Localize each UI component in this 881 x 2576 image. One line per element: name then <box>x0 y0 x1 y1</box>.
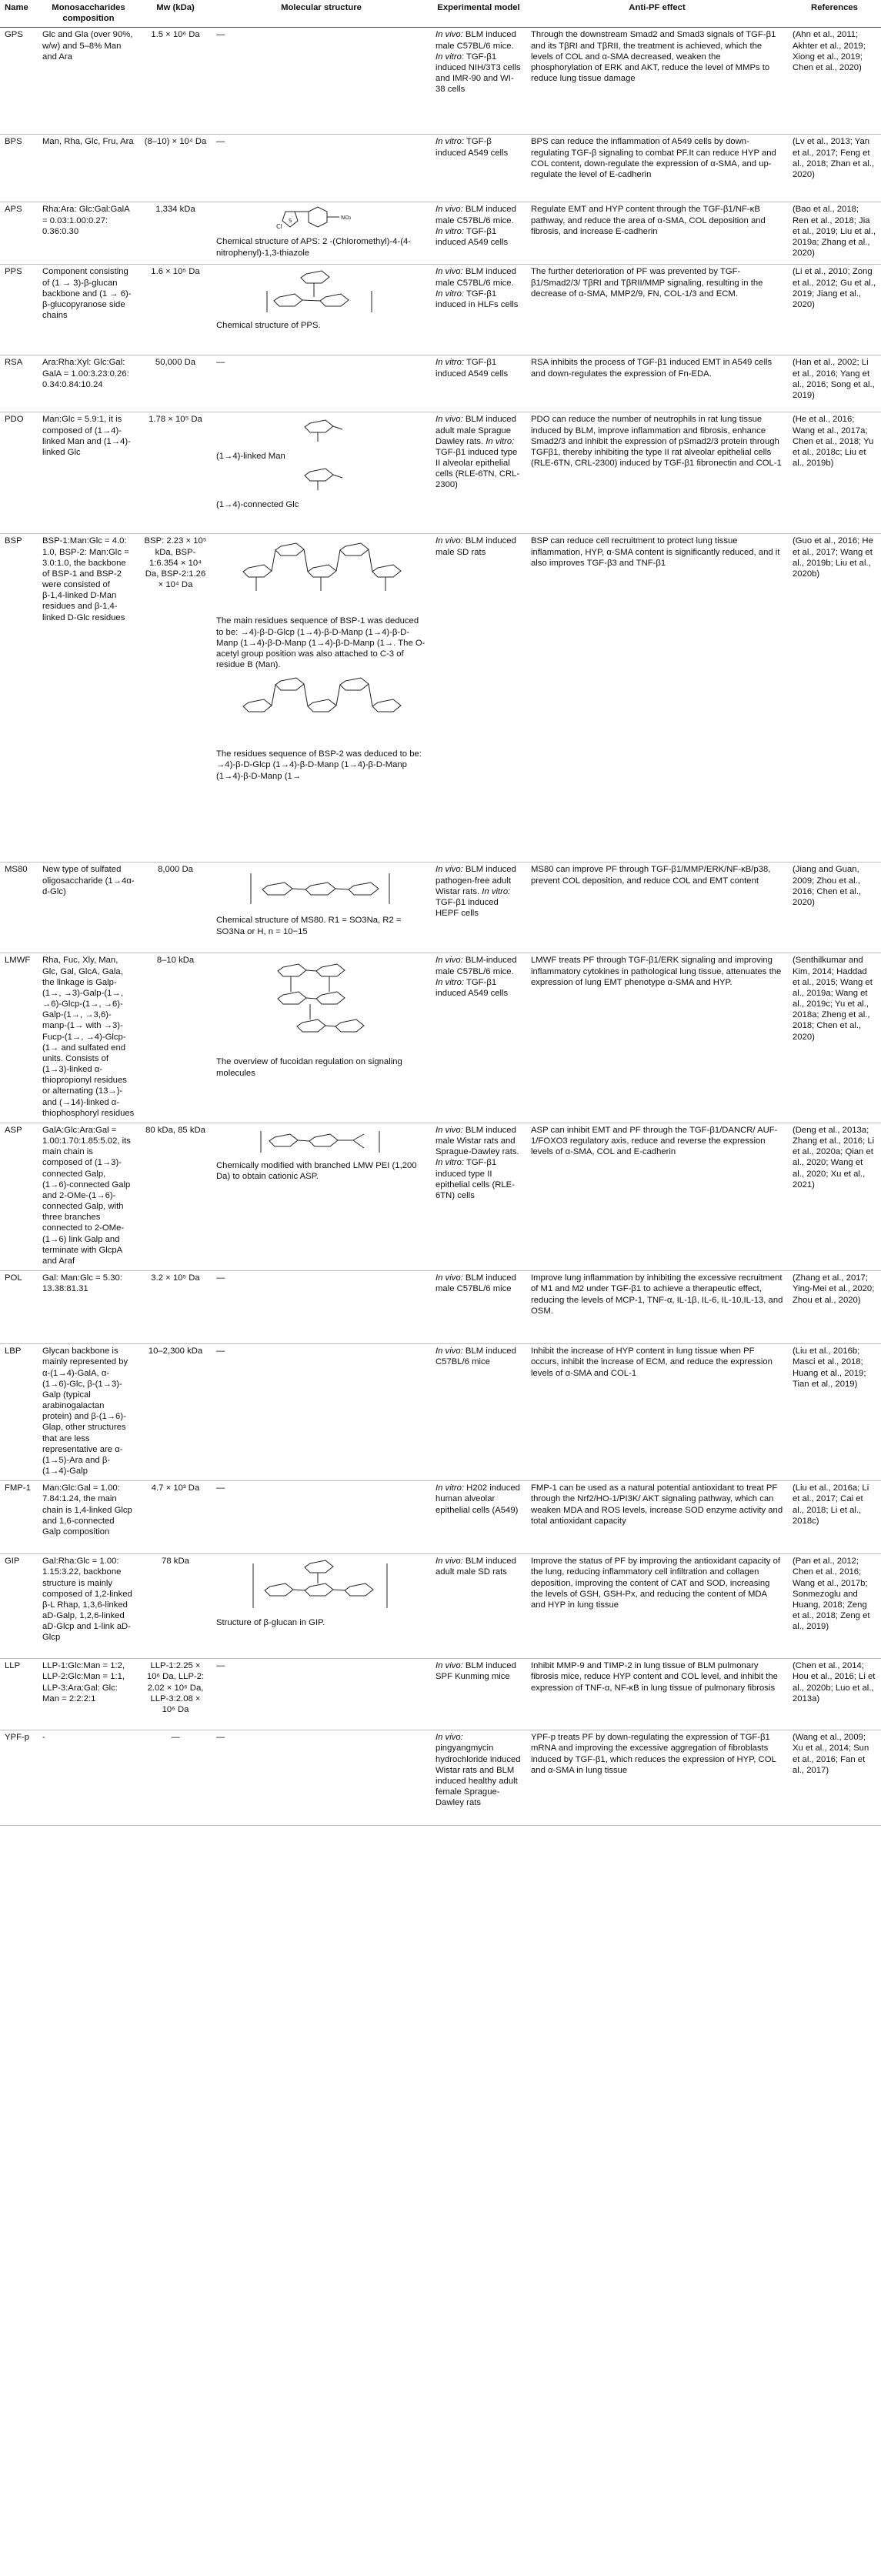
cell-mw: 1,334 kDa <box>139 202 212 265</box>
cell-mw: LLP-1:2.25 × 10⁶ Da, LLP-2: 2.02 × 10⁶ Da, LLP-3:2.08 × 10⁶ Da <box>139 1659 212 1730</box>
cell-effect: The further deterioration of PF was prevented by TGF-β1/Smad2/3/ TβRI and TβRII/MMP signaling, resulting in the decrease of α-SMA, MMP2/9, FN, COL-1/3 and ECM. <box>526 265 788 355</box>
cell-structure: — <box>212 1344 431 1481</box>
cell-model: In vivo: BLM induced male SD rats <box>431 534 526 863</box>
cell-model: In vivo: BLM induced male C57BL/6 mice. In vitro: TGF-β1 induced in HLFs cells <box>431 265 526 355</box>
model-type-label: In vitro: <box>435 1158 465 1168</box>
cell-model: In vitro: TGF-β induced A549 cells <box>431 135 526 202</box>
cell-refs: (Liu et al., 2016a; Li et al., 2017; Cai et al., 2018; Li et al., 2018c) <box>788 1481 881 1554</box>
cell-refs: (Ahn et al., 2011; Akhter et al., 2019; Xiong et al., 2019; Chen et al., 2020) <box>788 28 881 135</box>
cell-refs: (Han et al., 2002; Li et al., 2016; Yang et al., 2016; Song et al., 2019) <box>788 355 881 412</box>
cell-structure <box>212 1123 431 1270</box>
cell-mw: 1.78 × 10⁵ Da <box>139 412 212 534</box>
cell-effect: Inhibit the increase of HYP content in lung tissue when PF occurs, inhibit the increase of ECM, and reduce the expression levels of α-SMA and COL-1 <box>526 1344 788 1481</box>
cell-model: In vivo: BLM induced C57BL/6 mice <box>431 1344 526 1481</box>
cell-structure <box>212 953 431 1123</box>
table-row <box>0 863 881 953</box>
cell-composition: - <box>38 1730 139 1826</box>
cell-effect: BPS can reduce the inflammation of A549 cells by down-regulating TGF-β signaling to combat PF.It can reduce HYP and COL content, down-regulate the expression of α-SMA, and up-regulate the level of E-cadherin <box>526 135 788 202</box>
structure-caption: Chemically modified with branched LMW PEI (1,200 Da) to obtain cationic ASP. <box>216 1160 417 1182</box>
structure-caption: Chemical structure of MS80. R1 = SO3Na, R2 = SO3Na or H, n = 10−15 <box>216 916 402 936</box>
model-type-label: In vivo: <box>435 267 463 277</box>
model-type-label: In vitro: <box>435 1483 465 1493</box>
cell-mw: 3.2 × 10⁵ Da <box>139 1271 212 1344</box>
cell-model: In vitro: H202 induced human alveolar epithelial cells (A549) <box>431 1481 526 1554</box>
cell-composition: Gal:Rha:Glc = 1.00: 1.15:3.22, backbone structure is mainly composed of 1,2-linked β-L Rhap, 1,3,6-linked aD-Galp, 1,2,6-linked aD-Glcp and 1-link aD-Glcp <box>38 1554 139 1659</box>
cell-effect: Inhibit MMP-9 and TIMP-2 in lung tissue of BLM pulmonary fibrosis mice, reduce HYP content and COL level, and inhibit the expression of TNF-α, NF-κB in lung tissue of pulmonary fibrosis <box>526 1659 788 1730</box>
cell-refs: (Wang et al., 2009; Xu et al., 2014; Sun et al., 2016; Fan et al., 2017) <box>788 1730 881 1826</box>
cell-refs: (Liu et al., 2016b; Masci et al., 2018; Huang et al., 2019; Tian et al., 2019) <box>788 1344 881 1481</box>
cell-model: In vivo: pingyangmycin hydrochloride induced Wistar rats and BLM induced healthy adult female Sprague-Dawley rats <box>431 1730 526 1826</box>
cell-composition: Ara:Rha:Xyl: Glc:Gal: GalA = 1.00:3.23:0.26: 0.34:0.84:10.24 <box>38 355 139 412</box>
cell-composition: Man, Rha, Glc, Fru, Ara <box>38 135 139 202</box>
cell-mw: 8–10 kDa <box>139 953 212 1123</box>
model-type-label: In vivo: <box>435 865 463 875</box>
model-type-label: In vivo: <box>435 1125 463 1135</box>
model-type-label: In vitro: <box>435 226 465 236</box>
cell-name: LLP <box>0 1659 38 1730</box>
cell-refs: (Pan et al., 2012; Chen et al., 2016; Wang et al., 2017b; Sonmezoglu and Huang, 2018; Zeng et al., 2018; Zeng et al., 2019) <box>788 1554 881 1659</box>
cell-composition: Glycan backbone is mainly represented by α-(1→4)-GalA, α-(1→6)-Glc, β-(1→3)-Galp (typical arabinogalactan protein) and β-(1→6)-Glap, other structures that are less representative are α-(1→5)-Ara and β-(1→4)-Galp <box>38 1344 139 1481</box>
cell-model: In vivo: BLM induced SPF Kunming mice <box>431 1659 526 1730</box>
cell-model: In vivo: BLM induced male Wistar rats and Sprague-Dawley rats. In vitro: TGF-β1 induced type II epithelial cells (RLE-6TN) cells <box>431 1123 526 1270</box>
cell-name: LBP <box>0 1344 38 1481</box>
cell-effect: ASP can inhibit EMT and PF through the TGF-β1/DANCR/ AUF-1/FOXO3 regulatory axis, reduce and reverse the expression levels of α-SMA, COL and E-cadherin <box>526 1123 788 1270</box>
table-row <box>0 1481 881 1554</box>
cell-effect: Regulate EMT and HYP content through the TGF-β1/NF-κB pathway, and reduce the area of α-SMA, COL deposition and fibrosis, and increase E-cadherin <box>526 202 788 265</box>
cell-model: In vivo: BLM induced pathogen-free adult Wistar rats. In vitro: TGF-β1 induced HEPF cells <box>431 863 526 953</box>
cell-name: PPS <box>0 265 38 355</box>
table-row <box>0 28 881 135</box>
structure-caption: (1→4)-connected Glc <box>216 499 299 509</box>
lmwf-structure-diagram <box>268 956 375 1053</box>
cell-refs: (Jiang and Guan, 2009; Zhou et al., 2016; Chen et al., 2020) <box>788 863 881 953</box>
cell-composition: Rha, Fuc, Xly, Man, Glc, Gal, GlcA, Gala, the linkage is Galp-(1→, →3)-Galp-(1→, →6)-Glcp-(1→, →6)-Galp-(1→, →3,6)-manp-(1→ with →3)-Fucp-(1→, →4)-Glcp-(1→ and sulfated end units. Consists of (1→3)-linked α-thiopropionyl residues or alternating (13→)- and (→14)-linked α-thiophosphoryl residues <box>38 953 139 1123</box>
model-type-label: In vitro: <box>435 977 465 987</box>
aps-structure-diagram <box>272 205 372 233</box>
table-row <box>0 412 881 534</box>
cell-mw: BSP: 2.23 × 10⁵ kDa, BSP-1:6.354 × 10⁴ Da, BSP-2:1.26 × 10⁴ Da <box>139 534 212 863</box>
model-type-label: In vivo: <box>435 1733 463 1743</box>
cell-name: GPS <box>0 28 38 135</box>
cell-composition: GalA:Glc:Ara:Gal = 1.00:1.70:1.85:5.02, its main chain is composed of (1→3)-connected Galp, (1→6)-connected Galp and 2-OMe-(1→6)-connected Galp, with three branches connected to 2-OMe-(1→6) link Galp and terminate with GlcpA and Araf <box>38 1123 139 1270</box>
cell-name: FMP-1 <box>0 1481 38 1554</box>
cell-effect: BSP can reduce cell recruitment to protect lung tissue inflammation, HYP, α-SMA content is significantly reduced, and it also improves TGF-β3 and TNF-β1 <box>526 534 788 863</box>
model-type-label: In vivo: <box>435 536 463 546</box>
header-name: Name <box>0 0 38 28</box>
cell-composition: Man:Glc:Gal = 1.00: 7.84:1.24, the main chain is 1,4-linked Glcp and 1,6-connected Galp composition <box>38 1481 139 1554</box>
cell-structure <box>212 202 431 265</box>
cell-name: BPS <box>0 135 38 202</box>
cell-effect: PDO can reduce the number of neutrophils in rat lung tissue induced by BLM, improve inflammation and fibrosis, enhance Smad2/3 and inhibit the expression of pSmad2/3 protein through TGFβ1, thereby inhibiting the type II rat alveolar epithelial cells (RLE-6TN, CRL-2300) induced by TGF-β1 fibronectin and COL-1 <box>526 412 788 534</box>
cell-effect: Improve lung inflammation by inhibiting the excessive recruitment of M1 and M2 under TGF-β1 to achieve a therapeutic effect, reducing the levels of MCP-1, TNF-α, IL-1β, IL-6, IL-10,IL-13, and OSM. <box>526 1271 788 1344</box>
cell-refs: (Li et al., 2010; Zong et al., 2012; Gu et al., 2019; Jiang et al., 2020) <box>788 265 881 355</box>
cell-name: BSP <box>0 534 38 863</box>
structure-caption: Chemical structure of APS: 2 -(Chloromethyl)-4-(4-nitrophenyl)-1,3-thiazole <box>216 237 411 258</box>
cell-name: YPF-p <box>0 1730 38 1826</box>
header-refs: References <box>788 0 881 28</box>
cell-composition: New type of sulfated oligosaccharide (1→4α-d-Glc) <box>38 863 139 953</box>
cell-mw: 80 kDa, 85 kDa <box>139 1123 212 1270</box>
header-model: Experimental model <box>431 0 526 28</box>
cell-mw: — <box>139 1730 212 1826</box>
table-row <box>0 355 881 412</box>
table-row <box>0 1344 881 1481</box>
bsp1-structure-diagram <box>233 537 410 612</box>
model-type-label: In vivo: <box>435 1346 463 1356</box>
cell-refs: (Lv et al., 2013; Yan et al., 2017; Feng et al., 2018; Zhan et al., 2020) <box>788 135 881 202</box>
cell-structure <box>212 412 431 534</box>
cell-mw: 1.6 × 10⁵ Da <box>139 265 212 355</box>
cell-effect: RSA inhibits the process of TGF-β1 induced EMT in A549 cells and down-regulates the expression of Fn-EDA. <box>526 355 788 412</box>
cell-structure: — <box>212 1481 431 1554</box>
cell-effect: LMWF treats PF through TGF-β1/ERK signaling and improving inflammatory cytokines in pathological lung tissue, attenuates the expression of lung EMT phenotype α-SMA and HYP. <box>526 953 788 1123</box>
bsp2-structure-diagram <box>233 672 410 746</box>
model-type-label: In vivo: <box>435 1273 463 1283</box>
structure-caption: Chemical structure of PPS. <box>216 321 321 331</box>
cell-model: In vivo: BLM-induced male C57BL/6 mice. In vitro: TGF-β1 induced A549 cells <box>431 953 526 1123</box>
cell-name: MS80 <box>0 863 38 953</box>
model-type-label: In vivo: <box>435 205 463 215</box>
table-row <box>0 1271 881 1344</box>
table-row <box>0 1554 881 1659</box>
cell-composition: Gal: Man:Glc = 5.30: 13.38:81.31 <box>38 1271 139 1344</box>
cell-name: RSA <box>0 355 38 412</box>
model-type-label: In vivo: <box>435 415 463 425</box>
cell-mw: 4.7 × 10³ Da <box>139 1481 212 1554</box>
cell-name: LMWF <box>0 953 38 1123</box>
svg-text:NO₂: NO₂ <box>340 215 352 222</box>
cell-name: PDO <box>0 412 38 534</box>
model-type-label: In vitro: <box>435 289 465 299</box>
pdo-glc-diagram <box>287 464 356 496</box>
cell-model: In vivo: BLM induced male C57BL/6 mice <box>431 1271 526 1344</box>
cell-model: In vivo: BLM induced male C57BL/6 mice. In vitro: TGF-β1 induced NIH/3T3 cells and IMR-90 and WI-38 cells <box>431 28 526 135</box>
cell-model: In vitro: TGF-β1 induced A549 cells <box>431 355 526 412</box>
cell-mw: 10–2,300 kDa <box>139 1344 212 1481</box>
header-composition: Monosaccharides composition <box>38 0 139 28</box>
structure-caption: The overview of fucoidan regulation on signaling molecules <box>216 1057 402 1078</box>
cell-effect: MS80 can improve PF through TGF-β1/MMP/ERK/NF-κB/p38, prevent COL deposition, and reduce COL and EMT content <box>526 863 788 953</box>
gip-structure-diagram <box>249 1557 395 1614</box>
model-type-label: In vitro: <box>435 137 465 147</box>
cell-composition: Man:Glc = 5.9:1, it is composed of (1→4)-linked Man and (1→4)-linked Glc <box>38 412 139 534</box>
pps-structure-diagram <box>264 268 379 317</box>
cell-mw: (8–10) × 10⁴ Da <box>139 135 212 202</box>
ms80-structure-diagram <box>245 866 399 912</box>
asp-structure-diagram <box>256 1126 387 1157</box>
table-row <box>0 953 881 1123</box>
cell-mw: 1.5 × 10⁶ Da <box>139 28 212 135</box>
cell-model: In vivo: BLM induced adult male SD rats <box>431 1554 526 1659</box>
svg-text:Cl: Cl <box>275 223 282 231</box>
cell-mw: 50,000 Da <box>139 355 212 412</box>
cell-mw: 8,000 Da <box>139 863 212 953</box>
model-type-label: In vitro: <box>435 358 465 368</box>
cell-refs: (Senthilkumar and Kim, 2014; Haddad et al., 2015; Wang et al., 2019a; Wang et al., 2019c; Yu et al., 2018a; Zheng et al., 2018; Chen et al., 2020) <box>788 953 881 1123</box>
cell-name: ASP <box>0 1123 38 1270</box>
model-type-label: In vivo: <box>435 956 463 966</box>
cell-refs: (Guo et al., 2016; He et al., 2017; Wang et al., 2019b; Liu et al., 2020b) <box>788 534 881 863</box>
table-row <box>0 202 881 265</box>
pdo-man-diagram <box>287 415 356 448</box>
cell-composition: Glc and Gla (over 90%, w/w) and 5–8% Man and Ara <box>38 28 139 135</box>
model-type-label: In vitro: <box>486 436 515 446</box>
cell-refs: (He et al., 2016; Wang et al., 2017a; Chen et al., 2018; Yu et al., 2018c; Liu et al., 2019b) <box>788 412 881 534</box>
cell-name: APS <box>0 202 38 265</box>
cell-composition: Rha:Ara: Glc:Gal:GalA = 0.03:1.00:0.27: 0.36:0.30 <box>38 202 139 265</box>
structure-caption: (1→4)-linked Man <box>216 452 285 462</box>
cell-structure: — <box>212 135 431 202</box>
structure-caption: The residues sequence of BSP-2 was deduced to be: →4)-β-D-Glcp (1→4)-β-D-Manp (1→4)-β-D-Manp (1→4)-β-D-Manp (1→ <box>216 749 422 781</box>
model-type-label: In vitro: <box>435 52 465 62</box>
cell-structure: — <box>212 1659 431 1730</box>
cell-structure <box>212 534 431 863</box>
cell-refs: (Zhang et al., 2017; Ying-Mei et al., 2020; Zhou et al., 2020) <box>788 1271 881 1344</box>
table-row <box>0 1659 881 1730</box>
table-row <box>0 1123 881 1270</box>
cell-refs: (Bao et al., 2018; Ren et al., 2018; Jia et al., 2019; Liu et al., 2019a; Zhang et al., 2020) <box>788 202 881 265</box>
cell-effect: Improve the status of PF by improving the antioxidant capacity of the lung, reducing inflammatory cell infiltration and collagen deposition, improving the content of CAT and SOD, increasing the levels of GSH, GSH-Px, and reducing the content of MDA and HYP in lung tissue <box>526 1554 788 1659</box>
table-row <box>0 265 881 355</box>
cell-name: GIP <box>0 1554 38 1659</box>
header-structure: Molecular structure <box>212 0 431 28</box>
cell-composition: LLP-1:Glc:Man = 1:2, LLP-2:Glc:Man = 1:1, LLP-3:Ara:Gal: Glc: Man = 2:2:2:1 <box>38 1659 139 1730</box>
cell-model: In vivo: BLM induced male C57BL/6 mice. In vitro: TGF-β1 induced A549 cells <box>431 202 526 265</box>
cell-refs: (Chen et al., 2014; Hou et al., 2016; Li et al., 2020b; Luo et al., 2013a) <box>788 1659 881 1730</box>
table-row <box>0 534 881 863</box>
cell-model: In vivo: BLM induced adult male Sprague Dawley rats. In vitro: TGF-β1 induced type II alveolar epithelial cells (RLE-6TN, CRL-2300) <box>431 412 526 534</box>
cell-effect: Through the downstream Smad2 and Smad3 signals of TGF-β1 and its TβRI and TβRII, the treatment is achieved, which the levels of COL and α-SMA decreased, weaken the phosphorylation of ERK and AKT, reduce the level of MMPs to reduce lung tissue damage <box>526 28 788 135</box>
cell-structure: — <box>212 28 431 135</box>
header-effect: Anti-PF effect <box>526 0 788 28</box>
svg-text:S: S <box>288 218 292 225</box>
cell-name: POL <box>0 1271 38 1344</box>
model-type-label: In vivo: <box>435 30 463 40</box>
cell-refs: (Deng et al., 2013a; Zhang et al., 2016; Li et al., 2020a; Qian et al., 2020; Wang et al., 2020; Xu et al., 2021) <box>788 1123 881 1270</box>
structure-caption: Structure of β-glucan in GIP. <box>216 1618 325 1628</box>
cell-structure <box>212 863 431 953</box>
table-row <box>0 1730 881 1826</box>
header-row <box>0 0 881 28</box>
cell-composition: Component consisting of (1 → 3)-β-glucan backbone and (1 → 6)-β-glucopyranose side chains <box>38 265 139 355</box>
cell-structure: — <box>212 1271 431 1344</box>
model-type-label: In vivo: <box>435 1661 463 1671</box>
cell-structure <box>212 1554 431 1659</box>
cell-structure: — <box>212 1730 431 1826</box>
cell-structure <box>212 265 431 355</box>
model-type-label: In vivo: <box>435 1557 463 1567</box>
cell-effect: FMP-1 can be used as a natural potential antioxidant to treat PF through the Nrf2/HO-1/PI3K/ AKT signaling pathway, which can weaken MDA and ROS levels, increase SOD enzyme activity and total antioxidant capacity <box>526 1481 788 1554</box>
cell-mw: 78 kDa <box>139 1554 212 1659</box>
cell-effect: YPF-p treats PF by down-regulating the expression of TGF-β1 mRNA and improving the excessive aggregation of fibroblasts induced by TGF-β1, which reduces the expression of HYP, COL and α-SMA in lung tissue <box>526 1730 788 1826</box>
structure-caption: The main residues sequence of BSP-1 was deduced to be: →4)-β-D-Glcp (1→4)-β-D-Manp (1→4)-β-D-Manp (1→4)-β-D-Manp (1→4)-β-D-Manp (1→. The O-acetyl group position was also attached to C-3 of residue B (Man). <box>216 616 425 670</box>
cell-composition: BSP-1:Man:Glc = 4.0: 1.0, BSP-2: Man:Glc = 3.0:1.0, the backbone of BSP-1 and BSP-2 were consisted of β-1,4-linked D-Man residues and β-1,4-linked D-Glc residues <box>38 534 139 863</box>
header-mw: Mw (kDa) <box>139 0 212 28</box>
model-type-label: In vitro: <box>482 886 511 896</box>
cell-structure: — <box>212 355 431 412</box>
table-row <box>0 135 881 202</box>
